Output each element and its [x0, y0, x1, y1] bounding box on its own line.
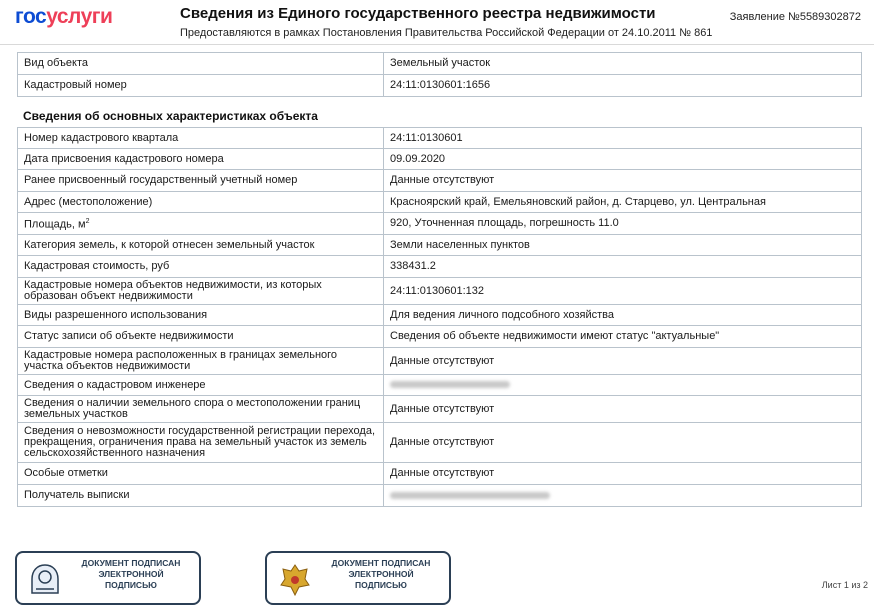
table-row [18, 75, 862, 97]
row-value: Сведения об объекте недвижимости имеют статус "актуальные" [384, 326, 862, 348]
rosreestr-emblem-icon [27, 559, 63, 599]
table-row [18, 396, 862, 423]
table-row [18, 192, 862, 213]
gosuslugi-logo[interactable]: госуслуги [15, 5, 113, 28]
table-row [18, 256, 862, 278]
characteristics-table [17, 127, 862, 507]
row-label: Дата присвоения кадастрового номера [18, 149, 384, 170]
table-row [18, 463, 862, 485]
row-value: 920, Уточненная площадь, погрешность 11.0 [384, 213, 862, 235]
row-label: Получатель выписки [18, 485, 384, 507]
table-row [18, 348, 862, 375]
row-value: Земли населенных пунктов [384, 235, 862, 256]
row-value: Данные отсутствуют [384, 170, 862, 192]
row-value: 24:11:0130601:1656 [384, 75, 862, 97]
row-value: Красноярский край, Емельяновский район, д. Старцево, ул. Центральная [384, 192, 862, 213]
table-row [18, 170, 862, 192]
table-row [18, 235, 862, 256]
row-label: Вид объекта [18, 53, 384, 75]
table-row [18, 53, 862, 75]
stamp-text: ДОКУМЕНТ ПОДПИСАН ЭЛЕКТРОННОЙ ПОДПИСЬЮ [81, 558, 181, 590]
double-headed-eagle-icon [277, 559, 313, 599]
table-row [18, 128, 862, 149]
table-row [18, 485, 862, 507]
row-label: Статус записи об объекте недвижимости [18, 326, 384, 348]
row-label: Ранее присвоенный государственный учетный номер [18, 170, 384, 192]
row-value: Данные отсутствуют [384, 423, 862, 463]
stamp-text: ДОКУМЕНТ ПОДПИСАН ЭЛЕКТРОННОЙ ПОДПИСЬЮ [331, 558, 431, 590]
row-label: Виды разрешенного использования [18, 305, 384, 326]
row-value: 09.09.2020 [384, 149, 862, 170]
table-row [18, 375, 862, 396]
row-label: Номер кадастрового квартала [18, 128, 384, 149]
row-value [384, 375, 862, 396]
table-row [18, 305, 862, 326]
redacted-value [390, 492, 550, 499]
redacted-value [390, 381, 510, 388]
row-label: Сведения о невозможности государственной регистрации перехода, прекращения, ограничения права на земельный участок из земель сельскохозяйственного назначения [18, 423, 384, 463]
row-label: Особые отметки [18, 463, 384, 485]
row-label: Сведения о наличии земельного спора о местоположении границ земельных участков [18, 396, 384, 423]
row-label: Кадастровая стоимость, руб [18, 256, 384, 278]
document-title: Сведения из Единого государственного реестра недвижимости [180, 5, 656, 22]
superscript: 2 [85, 218, 90, 226]
row-label: Кадастровые номера объектов недвижимости, из которых образован объект недвижимости [18, 278, 384, 305]
row-label: Адрес (местоположение) [18, 192, 384, 213]
section-title: Сведения об основных характеристиках объекта [23, 109, 318, 123]
application-number: Заявление №5589302872 [729, 11, 861, 23]
table-row [18, 326, 862, 348]
table-row [18, 213, 862, 235]
row-value: Данные отсутствуют [384, 396, 862, 423]
row-label: Категория земель, к которой отнесен земельный участок [18, 235, 384, 256]
row-value: Земельный участок [384, 53, 862, 75]
row-value: Для ведения личного подсобного хозяйства [384, 305, 862, 326]
row-value [384, 485, 862, 507]
page-counter: Лист 1 из 2 [821, 580, 868, 590]
table-row [18, 149, 862, 170]
row-value: 24:11:0130601 [384, 128, 862, 149]
object-table [17, 52, 862, 97]
row-value: Данные отсутствуют [384, 463, 862, 485]
row-label: Кадастровый номер [18, 75, 384, 97]
document-header [0, 0, 874, 45]
signature-stamp-1 [15, 551, 201, 605]
table-row [18, 278, 862, 305]
row-value: 24:11:0130601:132 [384, 278, 862, 305]
row-value: 338431.2 [384, 256, 862, 278]
row-label: Сведения о кадастровом инженере [18, 375, 384, 396]
table-row [18, 423, 862, 463]
document-subtitle: Предоставляются в рамках Постановления Правительства Российской Федерации от 24.10.2011 № 861 [180, 27, 713, 39]
row-label: Площадь, $м^2$ [18, 213, 384, 235]
row-value: Данные отсутствуют [384, 348, 862, 375]
signature-stamp-2 [265, 551, 451, 605]
row-label: Кадастровые номера расположенных в границах земельного участка объектов недвижимости [18, 348, 384, 375]
